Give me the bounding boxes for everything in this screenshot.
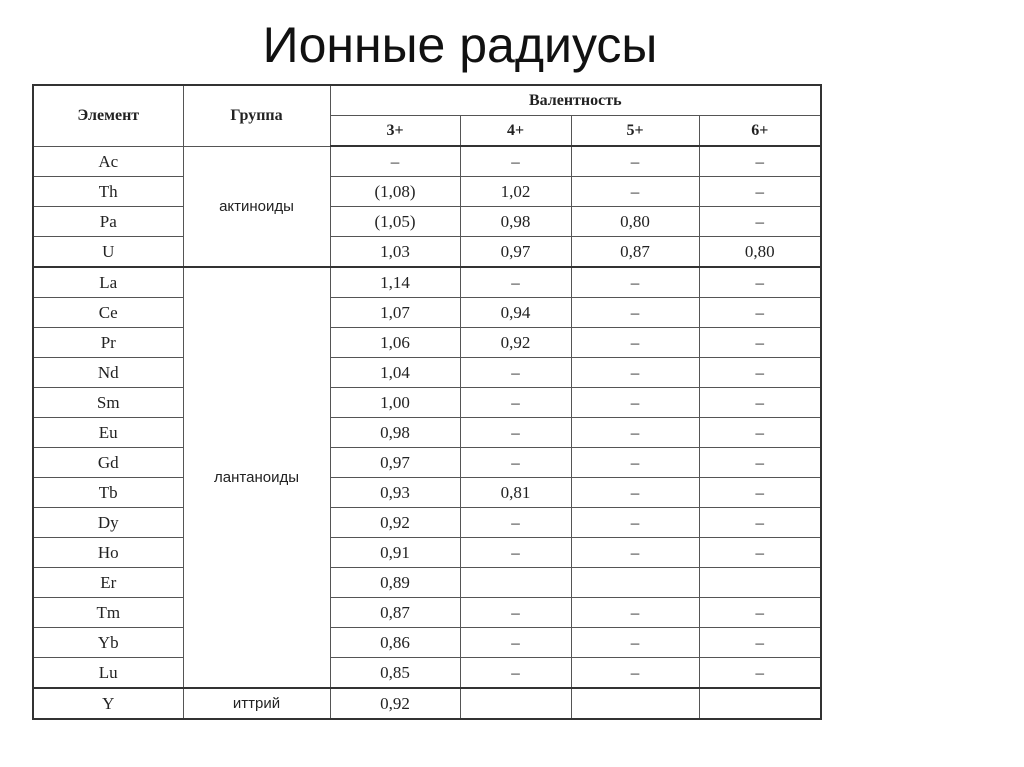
radius-cell: – [460,628,571,658]
header-valence-6: 6+ [699,116,821,147]
radius-cell: 0,92 [330,688,460,719]
radius-cell: – [571,538,699,568]
radius-cell: – [699,146,821,177]
table-row [33,508,821,538]
radius-cell: 0,87 [330,598,460,628]
radius-cell [460,688,571,719]
radius-cell: – [699,388,821,418]
radius-cell: – [699,598,821,628]
table-row [33,658,821,689]
table-row [33,328,821,358]
radius-cell: – [571,658,699,689]
radius-cell: – [699,177,821,207]
element-cell: Ac [33,146,183,177]
page-title: Ионные радиусы [262,17,658,73]
table-body [33,146,821,719]
ionic-radii-table [32,84,822,720]
radius-cell: 0,89 [330,568,460,598]
group-cell: иттрий [183,688,330,719]
radius-cell: – [330,146,460,177]
radius-cell: 1,02 [460,177,571,207]
radius-cell: 0,92 [330,508,460,538]
radius-cell: 1,04 [330,358,460,388]
radius-cell: 1,07 [330,298,460,328]
table-row [33,418,821,448]
radius-cell: – [460,388,571,418]
radius-cell: – [571,628,699,658]
radius-cell: – [699,267,821,298]
element-cell: Tb [33,478,183,508]
radius-cell: – [699,358,821,388]
radius-cell: – [460,448,571,478]
radius-cell: – [699,418,821,448]
radius-cell: – [699,508,821,538]
element-cell: Th [33,177,183,207]
element-cell: Ce [33,298,183,328]
radius-cell: – [571,478,699,508]
radius-cell: – [571,388,699,418]
table-row [33,298,821,328]
group-cell: актиноиды [183,146,330,267]
radius-cell: 1,06 [330,328,460,358]
table-row [33,177,821,207]
radius-cell: 0,94 [460,298,571,328]
header-group: Группа [183,85,330,146]
element-cell: Nd [33,358,183,388]
element-cell: Yb [33,628,183,658]
element-cell: Lu [33,658,183,689]
radius-cell: 0,80 [699,237,821,268]
radius-cell: – [571,177,699,207]
table-row [33,237,821,268]
element-cell: Y [33,688,183,719]
radius-cell: (1,05) [330,207,460,237]
table-row [33,598,821,628]
radius-cell: 0,92 [460,328,571,358]
radius-cell: 0,87 [571,237,699,268]
radius-cell: – [571,418,699,448]
radius-cell: 1,00 [330,388,460,418]
radius-cell: – [571,598,699,628]
radius-cell: 0,93 [330,478,460,508]
element-cell: Dy [33,508,183,538]
radius-cell: – [699,538,821,568]
table-row [33,568,821,598]
table-row [33,207,821,237]
radius-cell [699,568,821,598]
table-row [33,146,821,177]
radius-cell: – [460,418,571,448]
table-row [33,358,821,388]
element-cell: Sm [33,388,183,418]
radius-cell: – [699,478,821,508]
radius-cell: – [571,298,699,328]
element-cell: Er [33,568,183,598]
radius-cell: 0,97 [330,448,460,478]
radius-cell [460,568,571,598]
header-valence-5: 5+ [571,116,699,147]
radius-cell: (1,08) [330,177,460,207]
radius-cell: 0,85 [330,658,460,689]
radius-cell: – [699,328,821,358]
element-cell: Pa [33,207,183,237]
radius-cell: 1,14 [330,267,460,298]
table-row [33,448,821,478]
element-cell: La [33,267,183,298]
radius-cell: 0,98 [330,418,460,448]
radius-cell: – [571,448,699,478]
radius-cell: – [460,146,571,177]
element-cell: Gd [33,448,183,478]
radius-cell: – [571,508,699,538]
radius-cell: – [699,207,821,237]
radius-cell: – [460,598,571,628]
radius-cell: – [460,508,571,538]
radius-cell: – [571,267,699,298]
table-row [33,267,821,298]
header-element: Элемент [33,85,183,146]
group-cell: лантаноиды [183,267,330,688]
radius-cell: – [460,538,571,568]
radius-cell: 1,03 [330,237,460,268]
radius-cell: – [571,358,699,388]
element-cell: Eu [33,418,183,448]
radius-cell: 0,81 [460,478,571,508]
radius-cell [571,688,699,719]
header-valence-4: 4+ [460,116,571,147]
header-valence-3: 3+ [330,116,460,147]
radius-cell: – [460,658,571,689]
element-cell: Tm [33,598,183,628]
radius-cell: – [699,448,821,478]
radius-cell: – [699,628,821,658]
radius-cell: – [460,358,571,388]
radius-cell: – [571,146,699,177]
radius-cell: 0,98 [460,207,571,237]
table-row [33,538,821,568]
table-row [33,688,821,719]
radius-cell: 0,80 [571,207,699,237]
radius-cell: 0,97 [460,237,571,268]
header-valence: Валентность [330,85,821,116]
radius-cell: 0,86 [330,628,460,658]
radius-cell [571,568,699,598]
element-cell: Pr [33,328,183,358]
element-cell: Ho [33,538,183,568]
radius-cell: – [699,658,821,689]
radius-cell: – [699,298,821,328]
radius-cell: – [460,267,571,298]
element-cell: U [33,237,183,268]
table-row [33,628,821,658]
table-row [33,478,821,508]
table-row [33,388,821,418]
radius-cell [699,688,821,719]
radius-cell: – [571,328,699,358]
radius-cell: 0,91 [330,538,460,568]
